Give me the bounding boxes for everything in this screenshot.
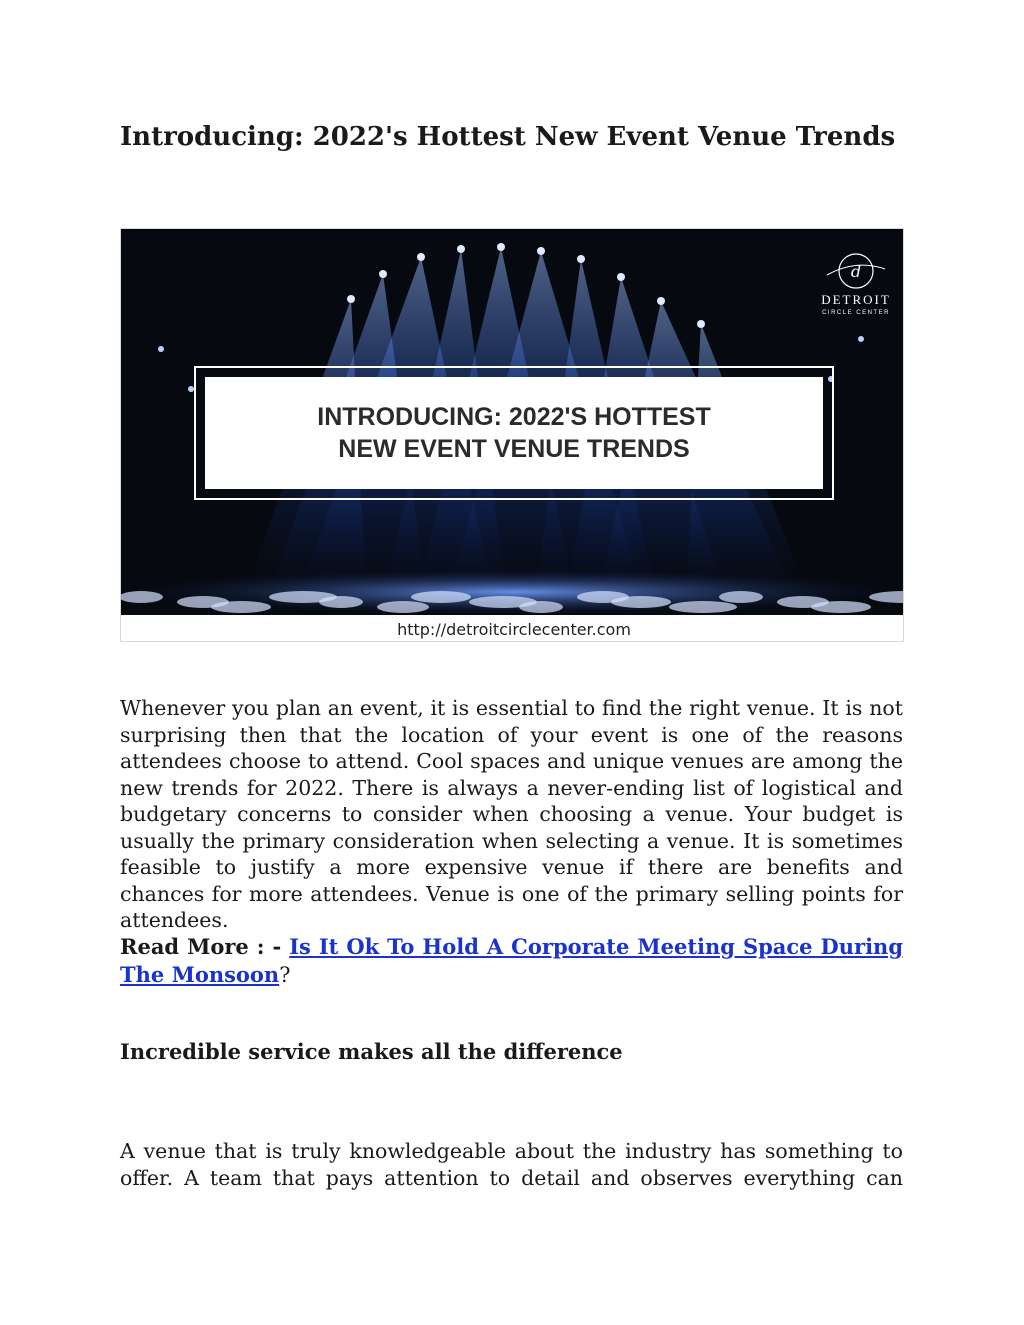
brand-subtitle: CIRCLE CENTER <box>822 310 890 316</box>
side-light <box>858 336 864 342</box>
hero-url: http://detroitcirclecenter.com <box>397 620 631 639</box>
page-title: Introducing: 2022's Hottest New Event Venue Trends <box>120 122 896 152</box>
read-more <box>120 933 903 989</box>
floor-light-spot <box>211 601 271 613</box>
spotlight-lamp <box>417 253 425 261</box>
spotlight-lamp <box>537 247 545 255</box>
spotlight-lamp <box>697 320 705 328</box>
floor-light-spot <box>719 591 763 603</box>
spotlight-lamp <box>617 273 625 281</box>
spotlight-lamp <box>347 295 355 303</box>
floor-light-spot <box>611 596 671 608</box>
side-light <box>158 346 164 352</box>
read-more-suffix: ? <box>279 963 291 987</box>
intro-paragraph: Whenever you plan an event, it is essential to find the right venue. It is not surprising then that the location of your event is one of the reasons attendees choose to attend. Cool spaces and unique venues are among the new trends for 2022. There is always a never-ending list of logistical and budgetary concerns to consider when choosing a venue. Your budget is usually the primary consideration when selecting a venue. It is sometimes feasible to justify a more expensive venue if there are benefits and chances for more attendees. Venue is one of the primary selling points for attendees. <box>120 696 903 932</box>
section-heading: Incredible service makes all the difference <box>120 1039 623 1064</box>
hero-headline-line2: NEW EVENT VENUE TRENDS <box>338 435 690 463</box>
hero-headline-line1: INTRODUCING: 2022'S HOTTEST <box>317 403 711 431</box>
spotlight-lamp <box>497 243 505 251</box>
hero-image <box>120 228 904 642</box>
section-paragraph: A venue that is truly knowledgeable about the industry has something to offer. A team that pays attention to detail and observes everything can <box>120 1139 903 1190</box>
side-light <box>188 386 194 392</box>
floor-light-spot <box>811 601 871 613</box>
spotlight-lamp <box>577 255 585 263</box>
spotlight-lamp <box>657 297 665 305</box>
floor-light-spot <box>669 601 737 613</box>
spotlight-lamp <box>457 245 465 253</box>
floor-light-spot <box>519 601 563 613</box>
brand-monogram: d <box>850 262 862 281</box>
headline-panel <box>205 377 823 489</box>
spotlight-lamp <box>379 270 387 278</box>
floor-light-spot <box>121 591 163 603</box>
floor-light-spot <box>411 591 471 603</box>
read-more-link[interactable]: Is It Ok To Hold A Corporate Meeting Space During The Monsoon <box>120 934 904 987</box>
read-more-label: Read More : - <box>120 934 290 959</box>
floor-light-spot <box>377 601 429 613</box>
floor-light-spot <box>319 596 363 608</box>
brand-name: DETROIT <box>821 292 891 307</box>
